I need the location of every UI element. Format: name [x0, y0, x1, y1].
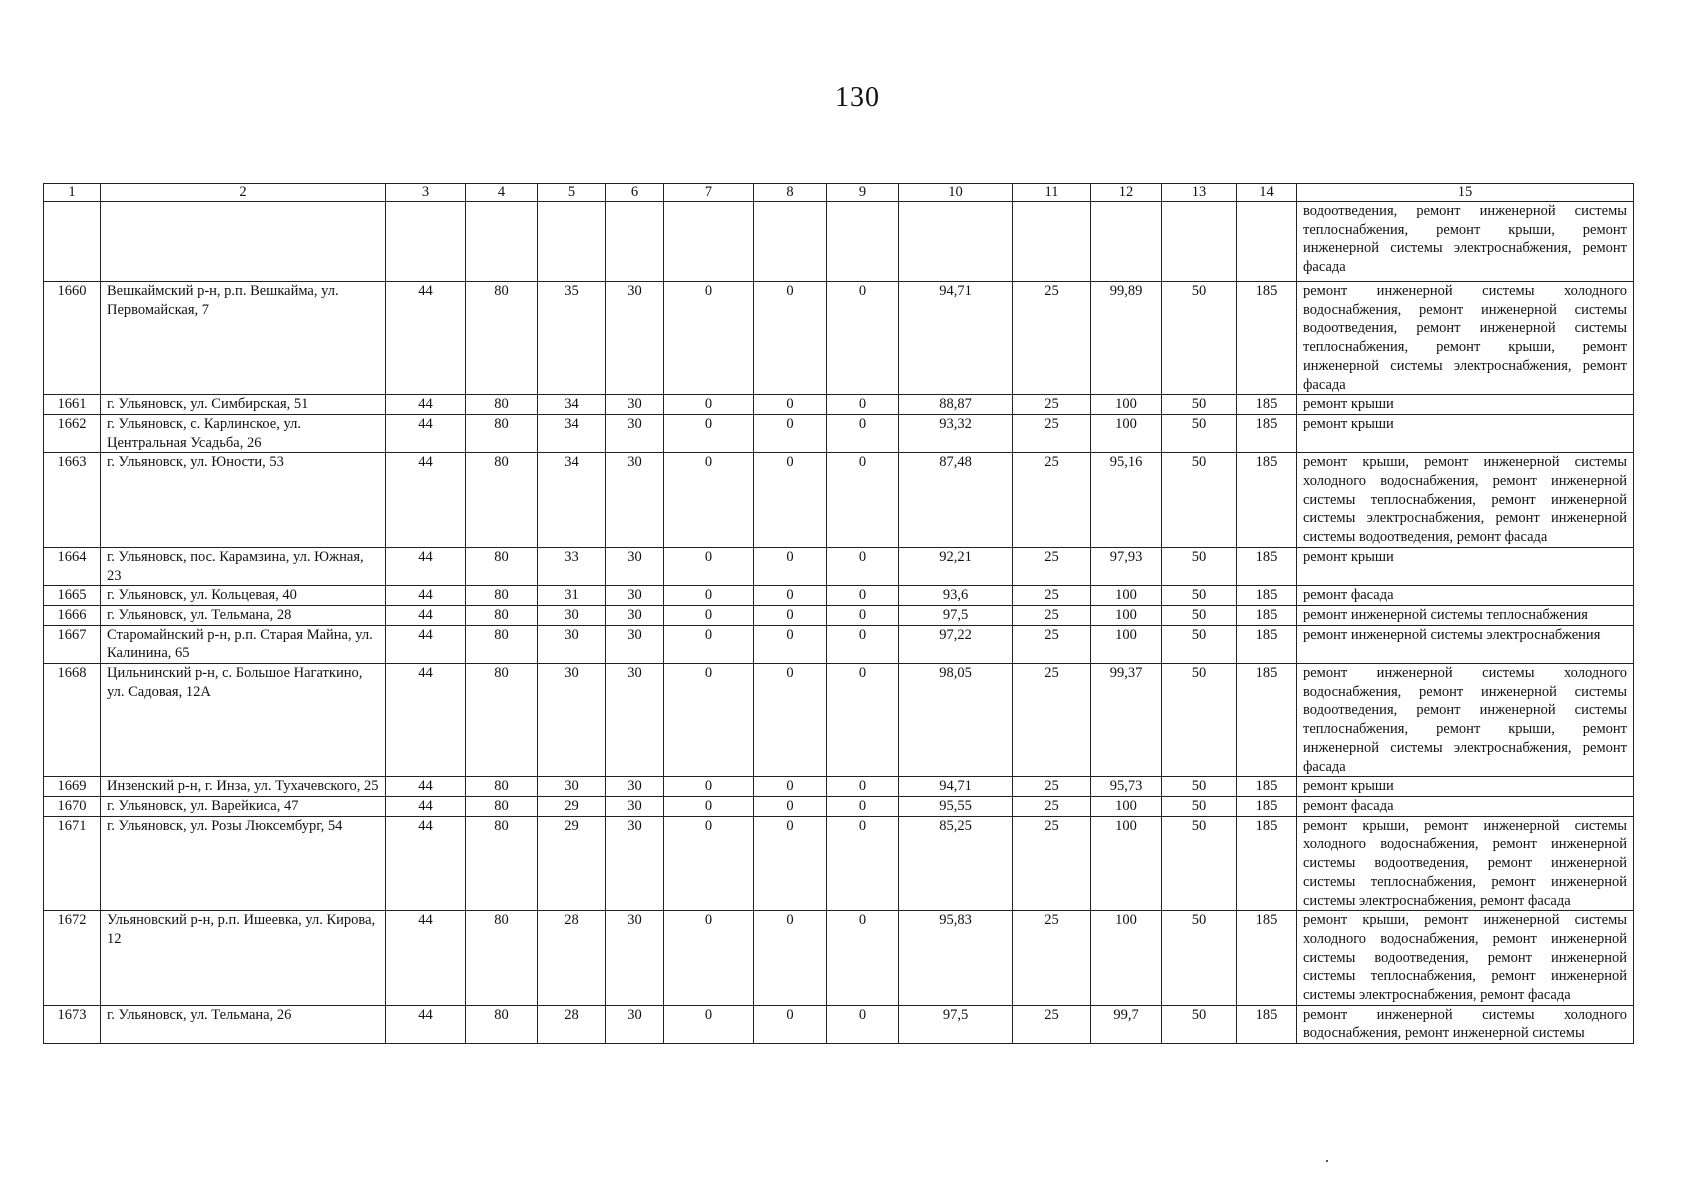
value-cell: 100: [1091, 605, 1162, 625]
table-row: [44, 777, 1634, 797]
value-cell: 44: [386, 664, 466, 777]
value-cell: 185: [1237, 414, 1297, 452]
value-cell: 50: [1162, 414, 1237, 452]
value-cell: 25: [1013, 911, 1091, 1006]
table-row: [44, 816, 1634, 911]
value-cell: 50: [1162, 625, 1237, 663]
value-cell: 25: [1013, 282, 1091, 395]
row-number-cell: 1661: [44, 395, 101, 415]
table-row: [44, 547, 1634, 585]
col-header-3: 3: [386, 184, 466, 202]
value-cell: 28: [538, 1005, 606, 1043]
scan-speck: [1326, 1160, 1328, 1162]
works-cell: ремонт инженерной системы холодного водоснабжения, ремонт инженерной системы: [1297, 1005, 1634, 1043]
column-number-header-row: [44, 184, 1634, 202]
row-number-cell: 1671: [44, 816, 101, 911]
value-cell: 80: [466, 911, 538, 1006]
value-cell: 95,55: [899, 796, 1013, 816]
value-cell: 98,05: [899, 664, 1013, 777]
value-cell: 31: [538, 586, 606, 606]
value-cell: 0: [754, 911, 827, 1006]
value-cell: 50: [1162, 453, 1237, 548]
col-header-9: 9: [827, 184, 899, 202]
value-cell: 50: [1162, 796, 1237, 816]
value-cell: 97,5: [899, 605, 1013, 625]
value-cell: 185: [1237, 911, 1297, 1006]
value-cell: 0: [664, 414, 754, 452]
table-row: [44, 282, 1634, 395]
works-cell: ремонт крыши: [1297, 547, 1634, 585]
value-cell: 0: [754, 414, 827, 452]
value-cell: 30: [606, 664, 664, 777]
value-cell: 0: [664, 547, 754, 585]
value-cell: 185: [1237, 605, 1297, 625]
value-cell: 44: [386, 1005, 466, 1043]
col-header-10: 10: [899, 184, 1013, 202]
value-cell: 34: [538, 414, 606, 452]
value-cell: 100: [1091, 414, 1162, 452]
table-row: [44, 796, 1634, 816]
value-cell: 50: [1162, 816, 1237, 911]
table-row: [44, 664, 1634, 777]
value-cell: 30: [606, 777, 664, 797]
value-cell: 44: [386, 547, 466, 585]
col-header-13: 13: [1162, 184, 1237, 202]
address-cell: Инзенский р-н, г. Инза, ул. Тухачевского, 25: [101, 777, 386, 797]
value-cell: 93,32: [899, 414, 1013, 452]
value-cell: 25: [1013, 816, 1091, 911]
row-number-cell: 1666: [44, 605, 101, 625]
value-cell: 30: [606, 625, 664, 663]
value-cell: 99,7: [1091, 1005, 1162, 1043]
value-cell: 185: [1237, 1005, 1297, 1043]
value-cell: 95,16: [1091, 453, 1162, 548]
col-header-7: 7: [664, 184, 754, 202]
row-number-cell: 1672: [44, 911, 101, 1006]
repair-program-table: [43, 183, 1634, 1044]
value-cell: 29: [538, 816, 606, 911]
value-cell: 0: [827, 605, 899, 625]
value-cell: 0: [754, 586, 827, 606]
value-cell: 0: [754, 777, 827, 797]
value-cell: 0: [827, 777, 899, 797]
address-cell: г. Ульяновск, ул. Юности, 53: [101, 453, 386, 548]
value-cell: 94,71: [899, 282, 1013, 395]
value-cell: 80: [466, 586, 538, 606]
col-header-1: 1: [44, 184, 101, 202]
value-cell: 44: [386, 414, 466, 452]
value-cell: 44: [386, 777, 466, 797]
value-cell: 44: [386, 816, 466, 911]
value-cell: 0: [827, 414, 899, 452]
col-header-11: 11: [1013, 184, 1091, 202]
col-header-8: 8: [754, 184, 827, 202]
value-cell: 80: [466, 796, 538, 816]
value-cell: 0: [664, 777, 754, 797]
table-row: [44, 1005, 1634, 1043]
value-cell: 97,22: [899, 625, 1013, 663]
works-cell: ремонт крыши: [1297, 414, 1634, 452]
value-cell: 44: [386, 605, 466, 625]
value-cell: 80: [466, 395, 538, 415]
value-cell: 25: [1013, 777, 1091, 797]
address-cell: Цильнинский р-н, с. Большое Нагаткино, ул. Садовая, 12А: [101, 664, 386, 777]
value-cell: 80: [466, 605, 538, 625]
value-cell: 25: [1013, 547, 1091, 585]
value-cell: 95,83: [899, 911, 1013, 1006]
works-cell: ремонт инженерной системы электроснабжения: [1297, 625, 1634, 663]
row-number-cell: 1662: [44, 414, 101, 452]
value-cell: 29: [538, 796, 606, 816]
value-cell: 0: [827, 816, 899, 911]
row-number-cell: 1673: [44, 1005, 101, 1043]
works-cell: ремонт инженерной системы холодного водоснабжения, ремонт инженерной системы водоотведения, ремонт инженерной системы теплоснабжения, ремонт крыши, ремонт инженерной системы электроснабжения, ремонт фасада: [1297, 282, 1634, 395]
value-cell: 25: [1013, 625, 1091, 663]
value-cell: 97,5: [899, 1005, 1013, 1043]
table-row: [44, 911, 1634, 1006]
value-cell: 94,71: [899, 777, 1013, 797]
value-cell: 0: [664, 796, 754, 816]
col-header-6: 6: [606, 184, 664, 202]
value-cell: 0: [754, 625, 827, 663]
value-cell: 80: [466, 816, 538, 911]
value-cell: 0: [664, 625, 754, 663]
value-cell: 0: [827, 453, 899, 548]
value-cell: 25: [1013, 453, 1091, 548]
col-header-4: 4: [466, 184, 538, 202]
value-cell: 0: [827, 395, 899, 415]
value-cell: 28: [538, 911, 606, 1006]
address-cell: г. Ульяновск, ул. Симбирская, 51: [101, 395, 386, 415]
value-cell: 50: [1162, 605, 1237, 625]
table-row: [44, 605, 1634, 625]
value-cell: 0: [827, 282, 899, 395]
value-cell: 30: [606, 796, 664, 816]
value-cell: 80: [466, 777, 538, 797]
value-cell: 0: [827, 547, 899, 585]
value-cell: 97,93: [1091, 547, 1162, 585]
value-cell: 185: [1237, 625, 1297, 663]
address-cell: г. Ульяновск, ул. Розы Люксембург, 54: [101, 816, 386, 911]
address-cell: г. Ульяновск, пос. Карамзина, ул. Южная, 23: [101, 547, 386, 585]
value-cell: 0: [754, 605, 827, 625]
value-cell: 30: [606, 911, 664, 1006]
value-cell: 80: [466, 282, 538, 395]
row-number-cell: 1664: [44, 547, 101, 585]
works-cell: ремонт крыши, ремонт инженерной системы холодного водоснабжения, ремонт инженерной системы водоотведения, ремонт инженерной системы теплоснабжения, ремонт инженерной системы электроснабжения, ремонт фасада: [1297, 816, 1634, 911]
value-cell: 0: [827, 796, 899, 816]
row-number-cell: 1670: [44, 796, 101, 816]
value-cell: 93,6: [899, 586, 1013, 606]
value-cell: 50: [1162, 911, 1237, 1006]
value-cell: 25: [1013, 664, 1091, 777]
works-cell: ремонт крыши: [1297, 395, 1634, 415]
value-cell: 0: [754, 816, 827, 911]
value-cell: 30: [538, 664, 606, 777]
value-cell: 50: [1162, 547, 1237, 585]
value-cell: 0: [664, 911, 754, 1006]
value-cell: 100: [1091, 395, 1162, 415]
col-header-2: 2: [101, 184, 386, 202]
row-number-cell: 1669: [44, 777, 101, 797]
value-cell: 44: [386, 911, 466, 1006]
value-cell: 30: [538, 777, 606, 797]
value-cell: 25: [1013, 414, 1091, 452]
row-number-cell: 1665: [44, 586, 101, 606]
value-cell: 50: [1162, 395, 1237, 415]
value-cell: 25: [1013, 1005, 1091, 1043]
address-cell: г. Ульяновск, ул. Варейкиса, 47: [101, 796, 386, 816]
address-cell: г. Ульяновск, ул. Тельмана, 28: [101, 605, 386, 625]
value-cell: 185: [1237, 547, 1297, 585]
value-cell: 44: [386, 625, 466, 663]
value-cell: 100: [1091, 816, 1162, 911]
value-cell: 30: [606, 453, 664, 548]
value-cell: 185: [1237, 664, 1297, 777]
value-cell: 44: [386, 586, 466, 606]
value-cell: 0: [827, 911, 899, 1006]
address-cell: г. Ульяновск, ул. Кольцевая, 40: [101, 586, 386, 606]
value-cell: 80: [466, 414, 538, 452]
value-cell: 30: [538, 625, 606, 663]
value-cell: 80: [466, 453, 538, 548]
value-cell: 0: [754, 796, 827, 816]
value-cell: 30: [606, 395, 664, 415]
address-cell: г. Ульяновск, ул. Тельмана, 26: [101, 1005, 386, 1043]
row-number-cell: 1668: [44, 664, 101, 777]
value-cell: 99,37: [1091, 664, 1162, 777]
value-cell: 0: [827, 664, 899, 777]
value-cell: 50: [1162, 282, 1237, 395]
value-cell: 35: [538, 282, 606, 395]
value-cell: 0: [664, 816, 754, 911]
value-cell: 100: [1091, 586, 1162, 606]
value-cell: 50: [1162, 777, 1237, 797]
value-cell: 185: [1237, 777, 1297, 797]
value-cell: 0: [827, 1005, 899, 1043]
value-cell: 80: [466, 1005, 538, 1043]
works-cell: водоотведения, ремонт инженерной системы теплоснабжения, ремонт крыши, ремонт инженерной системы электроснабжения, ремонт фасада: [1297, 202, 1634, 282]
value-cell: 80: [466, 664, 538, 777]
value-cell: 30: [606, 414, 664, 452]
table-row: [44, 625, 1634, 663]
value-cell: 50: [1162, 664, 1237, 777]
value-cell: 185: [1237, 586, 1297, 606]
value-cell: 185: [1237, 395, 1297, 415]
value-cell: 185: [1237, 816, 1297, 911]
value-cell: 0: [664, 605, 754, 625]
value-cell: 0: [664, 664, 754, 777]
value-cell: 25: [1013, 605, 1091, 625]
value-cell: 185: [1237, 282, 1297, 395]
row-number-cell: 1667: [44, 625, 101, 663]
row-number-cell: 1660: [44, 282, 101, 395]
value-cell: 44: [386, 395, 466, 415]
value-cell: 0: [754, 547, 827, 585]
value-cell: 30: [606, 586, 664, 606]
value-cell: 30: [606, 816, 664, 911]
value-cell: 25: [1013, 796, 1091, 816]
table-row: [44, 586, 1634, 606]
value-cell: 95,73: [1091, 777, 1162, 797]
value-cell: 100: [1091, 911, 1162, 1006]
value-cell: 0: [827, 625, 899, 663]
works-cell: ремонт инженерной системы теплоснабжения: [1297, 605, 1634, 625]
col-header-12: 12: [1091, 184, 1162, 202]
col-header-15: 15: [1297, 184, 1634, 202]
address-cell: г. Ульяновск, с. Карлинское, ул. Центральная Усадьба, 26: [101, 414, 386, 452]
value-cell: 0: [754, 664, 827, 777]
col-header-14: 14: [1237, 184, 1297, 202]
value-cell: 0: [754, 282, 827, 395]
value-cell: 30: [606, 547, 664, 585]
value-cell: 0: [754, 395, 827, 415]
table-row: [44, 414, 1634, 452]
value-cell: 185: [1237, 453, 1297, 548]
value-cell: 34: [538, 395, 606, 415]
value-cell: 99,89: [1091, 282, 1162, 395]
value-cell: 33: [538, 547, 606, 585]
value-cell: 80: [466, 547, 538, 585]
value-cell: 87,48: [899, 453, 1013, 548]
value-cell: 44: [386, 453, 466, 548]
works-cell: ремонт крыши: [1297, 777, 1634, 797]
page-number: 130: [835, 82, 880, 113]
value-cell: 30: [606, 1005, 664, 1043]
value-cell: 25: [1013, 395, 1091, 415]
value-cell: 30: [606, 605, 664, 625]
address-cell: Старомайнский р-н, р.п. Старая Майна, ул. Калинина, 65: [101, 625, 386, 663]
works-cell: ремонт крыши, ремонт инженерной системы холодного водоснабжения, ремонт инженерной системы теплоснабжения, ремонт инженерной системы электроснабжения, ремонт инженерной системы водоотведения, ремонт фасада: [1297, 453, 1634, 548]
table-row: [44, 453, 1634, 548]
value-cell: 0: [827, 586, 899, 606]
value-cell: 50: [1162, 1005, 1237, 1043]
works-cell: ремонт инженерной системы холодного водоснабжения, ремонт инженерной системы водоотведения, ремонт инженерной системы теплоснабжения, ремонт крыши, ремонт инженерной системы электроснабжения, ремонт фасада: [1297, 664, 1634, 777]
value-cell: 0: [664, 586, 754, 606]
address-cell: Ульяновский р-н, р.п. Ишеевка, ул. Кирова, 12: [101, 911, 386, 1006]
value-cell: 25: [1013, 586, 1091, 606]
value-cell: 0: [754, 1005, 827, 1043]
value-cell: 34: [538, 453, 606, 548]
col-header-5: 5: [538, 184, 606, 202]
works-cell: ремонт фасада: [1297, 586, 1634, 606]
value-cell: 100: [1091, 625, 1162, 663]
value-cell: 92,21: [899, 547, 1013, 585]
works-cell: ремонт фасада: [1297, 796, 1634, 816]
value-cell: 44: [386, 796, 466, 816]
value-cell: 0: [664, 453, 754, 548]
value-cell: 44: [386, 282, 466, 395]
value-cell: 80: [466, 625, 538, 663]
value-cell: 0: [664, 1005, 754, 1043]
works-cell: ремонт крыши, ремонт инженерной системы холодного водоснабжения, ремонт инженерной системы водоотведения, ремонт инженерной системы теплоснабжения, ремонт инженерной системы электроснабжения, ремонт фасада: [1297, 911, 1634, 1006]
table-row: [44, 395, 1634, 415]
value-cell: 85,25: [899, 816, 1013, 911]
value-cell: 0: [664, 395, 754, 415]
value-cell: 0: [754, 453, 827, 548]
continuation-row: [44, 202, 1634, 282]
value-cell: 100: [1091, 796, 1162, 816]
address-cell: Вешкаймский р-н, р.п. Вешкайма, ул. Первомайская, 7: [101, 282, 386, 395]
value-cell: 30: [538, 605, 606, 625]
value-cell: 30: [606, 282, 664, 395]
value-cell: 0: [664, 282, 754, 395]
row-number-cell: 1663: [44, 453, 101, 548]
value-cell: 185: [1237, 796, 1297, 816]
value-cell: 88,87: [899, 395, 1013, 415]
value-cell: 50: [1162, 586, 1237, 606]
